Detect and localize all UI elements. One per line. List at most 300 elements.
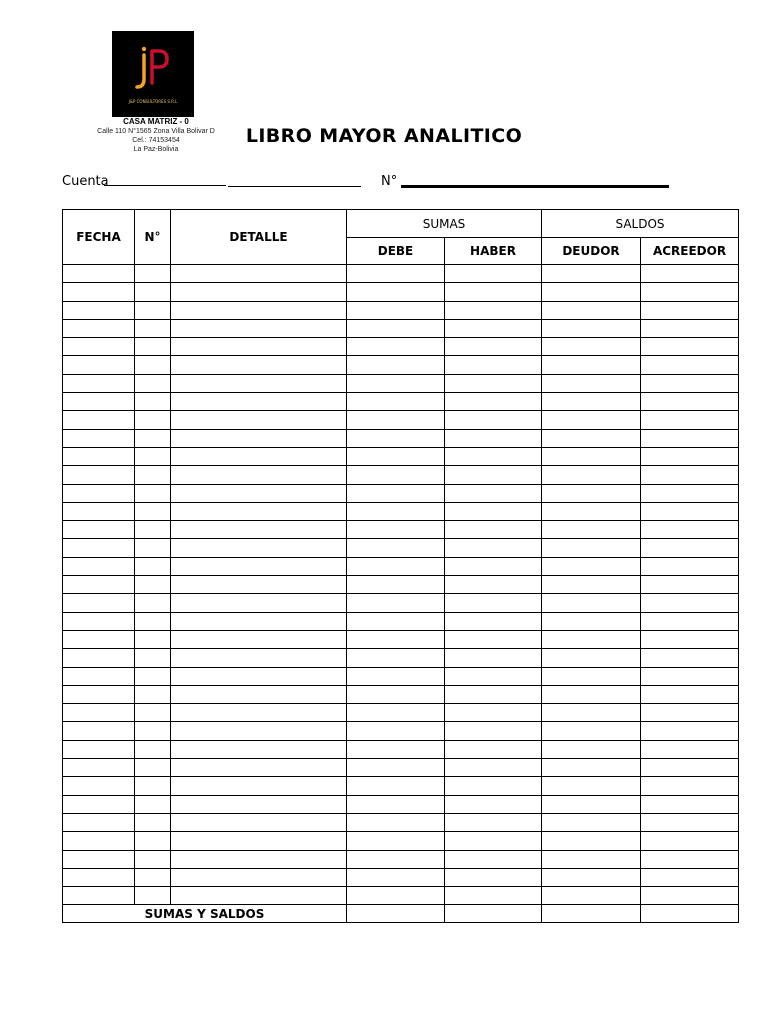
deudor-cell[interactable] [542, 685, 641, 703]
numero-cell[interactable] [135, 265, 171, 283]
debe-cell[interactable] [347, 429, 445, 447]
deudor-cell[interactable] [542, 374, 641, 392]
table-row [63, 539, 739, 557]
fecha-cell[interactable] [63, 429, 135, 447]
fecha-cell[interactable] [63, 649, 135, 667]
haber-cell[interactable] [445, 484, 542, 502]
fecha-cell[interactable] [63, 539, 135, 557]
acreedor-cell[interactable] [641, 777, 739, 795]
haber-cell[interactable] [445, 374, 542, 392]
detalle-cell[interactable] [171, 740, 347, 758]
haber-cell[interactable] [445, 850, 542, 868]
cuenta-underline-short [104, 185, 226, 186]
numero-cell[interactable] [135, 283, 171, 301]
haber-cell[interactable] [445, 594, 542, 612]
header-saldos: SALDOS [542, 210, 739, 238]
company-city: La Paz-Bolivia [133, 146, 179, 153]
acreedor-cell[interactable] [641, 283, 739, 301]
haber-cell[interactable] [445, 301, 542, 319]
acreedor-cell[interactable] [641, 502, 739, 520]
table-row [63, 649, 739, 667]
debe-cell[interactable] [347, 265, 445, 283]
table-row [63, 868, 739, 886]
fecha-cell[interactable] [63, 265, 135, 283]
numero-cell[interactable] [135, 649, 171, 667]
acreedor-cell[interactable] [641, 411, 739, 429]
acreedor-cell[interactable] [641, 813, 739, 831]
debe-cell[interactable] [347, 557, 445, 575]
detalle-cell[interactable] [171, 887, 347, 905]
acreedor-cell[interactable] [641, 887, 739, 905]
numero-cell[interactable] [135, 301, 171, 319]
haber-cell[interactable] [445, 319, 542, 337]
numero-cell[interactable] [135, 429, 171, 447]
deudor-cell[interactable] [542, 521, 641, 539]
detalle-cell[interactable] [171, 411, 347, 429]
acreedor-cell[interactable] [641, 265, 739, 283]
detalle-cell[interactable] [171, 265, 347, 283]
table-row [63, 667, 739, 685]
table-row [63, 502, 739, 520]
debe-cell[interactable] [347, 667, 445, 685]
haber-cell[interactable] [445, 612, 542, 630]
table-row [63, 685, 739, 703]
table-row [63, 704, 739, 722]
table-row [63, 338, 739, 356]
header-detalle: DETALLE [171, 210, 347, 265]
deudor-cell[interactable] [542, 868, 641, 886]
haber-cell[interactable] [445, 265, 542, 283]
deudor-cell[interactable] [542, 795, 641, 813]
deudor-cell[interactable] [542, 850, 641, 868]
table-row [63, 557, 739, 575]
fecha-cell[interactable] [63, 832, 135, 850]
table-row [63, 630, 739, 648]
fecha-cell[interactable] [63, 685, 135, 703]
debe-cell[interactable] [347, 521, 445, 539]
numero-cell[interactable] [135, 685, 171, 703]
numero-cell[interactable] [135, 777, 171, 795]
detalle-cell[interactable] [171, 667, 347, 685]
fecha-cell[interactable] [63, 594, 135, 612]
detalle-cell[interactable] [171, 594, 347, 612]
haber-cell[interactable] [445, 502, 542, 520]
acreedor-cell[interactable] [641, 795, 739, 813]
haber-cell[interactable] [445, 704, 542, 722]
debe-cell[interactable] [347, 594, 445, 612]
deudor-cell[interactable] [542, 704, 641, 722]
haber-cell[interactable] [445, 795, 542, 813]
acreedor-cell[interactable] [641, 649, 739, 667]
deudor-cell[interactable] [542, 649, 641, 667]
deudor-cell[interactable] [542, 667, 641, 685]
fecha-cell[interactable] [63, 283, 135, 301]
fecha-cell[interactable] [63, 393, 135, 411]
total-debe-cell[interactable] [347, 905, 445, 923]
detalle-cell[interactable] [171, 283, 347, 301]
fecha-cell[interactable] [63, 466, 135, 484]
table-row [63, 612, 739, 630]
fecha-cell[interactable] [63, 704, 135, 722]
debe-cell[interactable] [347, 411, 445, 429]
table-row [63, 319, 739, 337]
acreedor-cell[interactable] [641, 429, 739, 447]
debe-cell[interactable] [347, 539, 445, 557]
table-row [63, 722, 739, 740]
cuenta-label: Cuenta [62, 174, 109, 189]
table-row [63, 283, 739, 301]
detalle-cell[interactable] [171, 466, 347, 484]
numero-cell[interactable] [135, 356, 171, 374]
debe-cell[interactable] [347, 704, 445, 722]
numero-label: N° [381, 174, 398, 189]
acreedor-cell[interactable] [641, 338, 739, 356]
detalle-cell[interactable] [171, 338, 347, 356]
haber-cell[interactable] [445, 447, 542, 465]
haber-cell[interactable] [445, 557, 542, 575]
deudor-cell[interactable] [542, 393, 641, 411]
header-sumas: SUMAS [347, 210, 542, 238]
debe-cell[interactable] [347, 356, 445, 374]
deudor-cell[interactable] [542, 484, 641, 502]
acreedor-cell[interactable] [641, 539, 739, 557]
debe-cell[interactable] [347, 393, 445, 411]
acreedor-cell[interactable] [641, 759, 739, 777]
jp-monogram-icon [112, 31, 194, 101]
table-row [63, 429, 739, 447]
numero-cell[interactable] [135, 630, 171, 648]
numero-cell[interactable] [135, 374, 171, 392]
detalle-cell[interactable] [171, 630, 347, 648]
acreedor-cell[interactable] [641, 319, 739, 337]
haber-cell[interactable] [445, 777, 542, 795]
fecha-cell[interactable] [63, 576, 135, 594]
table-row [63, 447, 739, 465]
debe-cell[interactable] [347, 832, 445, 850]
debe-cell[interactable] [347, 612, 445, 630]
table-row [63, 301, 739, 319]
deudor-cell[interactable] [542, 594, 641, 612]
debe-cell[interactable] [347, 685, 445, 703]
numero-cell[interactable] [135, 539, 171, 557]
acreedor-cell[interactable] [641, 557, 739, 575]
acreedor-cell[interactable] [641, 667, 739, 685]
fecha-cell[interactable] [63, 612, 135, 630]
numero-cell[interactable] [135, 393, 171, 411]
acreedor-cell[interactable] [641, 576, 739, 594]
debe-cell[interactable] [347, 484, 445, 502]
branch-name: CASA MATRIZ - 0 [123, 117, 189, 126]
acreedor-cell[interactable] [641, 685, 739, 703]
debe-cell[interactable] [347, 301, 445, 319]
numero-cell[interactable] [135, 667, 171, 685]
table-row [63, 887, 739, 905]
fecha-cell[interactable] [63, 374, 135, 392]
total-deudor-cell[interactable] [542, 905, 641, 923]
detalle-cell[interactable] [171, 813, 347, 831]
numero-cell[interactable] [135, 887, 171, 905]
debe-cell[interactable] [347, 319, 445, 337]
detalle-cell[interactable] [171, 447, 347, 465]
fecha-cell[interactable] [63, 356, 135, 374]
fecha-cell[interactable] [63, 502, 135, 520]
fecha-cell[interactable] [63, 813, 135, 831]
haber-cell[interactable] [445, 466, 542, 484]
fecha-cell[interactable] [63, 521, 135, 539]
detalle-cell[interactable] [171, 850, 347, 868]
detalle-cell[interactable] [171, 868, 347, 886]
acreedor-cell[interactable] [641, 447, 739, 465]
haber-cell[interactable] [445, 759, 542, 777]
table-row [63, 832, 739, 850]
numero-cell[interactable] [135, 813, 171, 831]
deudor-cell[interactable] [542, 319, 641, 337]
haber-cell[interactable] [445, 283, 542, 301]
deudor-cell[interactable] [542, 301, 641, 319]
table-row [63, 356, 739, 374]
table-row [63, 484, 739, 502]
table-row [63, 777, 739, 795]
haber-cell[interactable] [445, 667, 542, 685]
debe-cell[interactable] [347, 447, 445, 465]
fecha-cell[interactable] [63, 868, 135, 886]
deudor-cell[interactable] [542, 777, 641, 795]
fecha-cell[interactable] [63, 338, 135, 356]
detalle-cell[interactable] [171, 393, 347, 411]
detalle-cell[interactable] [171, 374, 347, 392]
deudor-cell[interactable] [542, 265, 641, 283]
acreedor-cell[interactable] [641, 301, 739, 319]
haber-cell[interactable] [445, 576, 542, 594]
deudor-cell[interactable] [542, 338, 641, 356]
numero-cell[interactable] [135, 411, 171, 429]
acreedor-cell[interactable] [641, 832, 739, 850]
numero-cell[interactable] [135, 795, 171, 813]
debe-cell[interactable] [347, 740, 445, 758]
debe-cell[interactable] [347, 649, 445, 667]
acreedor-cell[interactable] [641, 740, 739, 758]
acreedor-cell[interactable] [641, 850, 739, 868]
detalle-cell[interactable] [171, 319, 347, 337]
haber-cell[interactable] [445, 338, 542, 356]
debe-cell[interactable] [347, 887, 445, 905]
haber-cell[interactable] [445, 832, 542, 850]
numero-cell[interactable] [135, 576, 171, 594]
numero-cell[interactable] [135, 521, 171, 539]
deudor-cell[interactable] [542, 466, 641, 484]
header-acreedor: ACREEDOR [641, 238, 739, 265]
haber-cell[interactable] [445, 429, 542, 447]
table-row [63, 466, 739, 484]
fecha-cell[interactable] [63, 667, 135, 685]
total-acreedor-cell[interactable] [641, 905, 739, 923]
company-phone: Cel.: 74153454 [132, 137, 180, 144]
deudor-cell[interactable] [542, 722, 641, 740]
table-row [63, 795, 739, 813]
fecha-cell[interactable] [63, 887, 135, 905]
deudor-cell[interactable] [542, 502, 641, 520]
debe-cell[interactable] [347, 722, 445, 740]
deudor-cell[interactable] [542, 283, 641, 301]
numero-cell[interactable] [135, 722, 171, 740]
table-row [63, 576, 739, 594]
numero-cell[interactable] [135, 740, 171, 758]
deudor-cell[interactable] [542, 539, 641, 557]
detalle-cell[interactable] [171, 557, 347, 575]
numero-cell[interactable] [135, 612, 171, 630]
fecha-cell[interactable] [63, 795, 135, 813]
detalle-cell[interactable] [171, 685, 347, 703]
debe-cell[interactable] [347, 576, 445, 594]
debe-cell[interactable] [347, 283, 445, 301]
acreedor-cell[interactable] [641, 868, 739, 886]
acreedor-cell[interactable] [641, 704, 739, 722]
fecha-cell[interactable] [63, 630, 135, 648]
acreedor-cell[interactable] [641, 594, 739, 612]
debe-cell[interactable] [347, 868, 445, 886]
detalle-cell[interactable] [171, 832, 347, 850]
fecha-cell[interactable] [63, 447, 135, 465]
total-haber-cell[interactable] [445, 905, 542, 923]
table-row [63, 850, 739, 868]
fecha-cell[interactable] [63, 411, 135, 429]
deudor-cell[interactable] [542, 557, 641, 575]
haber-cell[interactable] [445, 411, 542, 429]
fecha-cell[interactable] [63, 850, 135, 868]
document-title: LIBRO MAYOR ANALITICO [245, 125, 523, 147]
detalle-cell[interactable] [171, 722, 347, 740]
numero-cell[interactable] [135, 502, 171, 520]
acreedor-cell[interactable] [641, 722, 739, 740]
numero-cell[interactable] [135, 594, 171, 612]
debe-cell[interactable] [347, 759, 445, 777]
acreedor-cell[interactable] [641, 374, 739, 392]
deudor-cell[interactable] [542, 813, 641, 831]
haber-cell[interactable] [445, 393, 542, 411]
numero-cell[interactable] [135, 832, 171, 850]
haber-cell[interactable] [445, 868, 542, 886]
deudor-cell[interactable] [542, 832, 641, 850]
haber-cell[interactable] [445, 539, 542, 557]
haber-cell[interactable] [445, 630, 542, 648]
header-numero: N° [135, 210, 171, 265]
ledger-body [63, 265, 739, 905]
haber-cell[interactable] [445, 685, 542, 703]
detalle-cell[interactable] [171, 301, 347, 319]
debe-cell[interactable] [347, 795, 445, 813]
detalle-cell[interactable] [171, 356, 347, 374]
fecha-cell[interactable] [63, 484, 135, 502]
acreedor-cell[interactable] [641, 356, 739, 374]
haber-cell[interactable] [445, 521, 542, 539]
detalle-cell[interactable] [171, 704, 347, 722]
numero-cell[interactable] [135, 466, 171, 484]
detalle-cell[interactable] [171, 539, 347, 557]
haber-cell[interactable] [445, 887, 542, 905]
acreedor-cell[interactable] [641, 466, 739, 484]
cuenta-underline-long [228, 186, 361, 187]
totals-label: SUMAS Y SALDOS [63, 905, 347, 923]
deudor-cell[interactable] [542, 576, 641, 594]
fecha-cell[interactable] [63, 722, 135, 740]
fecha-cell[interactable] [63, 301, 135, 319]
haber-cell[interactable] [445, 813, 542, 831]
detalle-cell[interactable] [171, 777, 347, 795]
detalle-cell[interactable] [171, 612, 347, 630]
detalle-cell[interactable] [171, 521, 347, 539]
debe-cell[interactable] [347, 777, 445, 795]
deudor-cell[interactable] [542, 411, 641, 429]
haber-cell[interactable] [445, 356, 542, 374]
numero-cell[interactable] [135, 759, 171, 777]
detalle-cell[interactable] [171, 759, 347, 777]
numero-cell[interactable] [135, 484, 171, 502]
deudor-cell[interactable] [542, 759, 641, 777]
numero-cell[interactable] [135, 319, 171, 337]
debe-cell[interactable] [347, 850, 445, 868]
deudor-cell[interactable] [542, 612, 641, 630]
debe-cell[interactable] [347, 338, 445, 356]
deudor-cell[interactable] [542, 887, 641, 905]
acreedor-cell[interactable] [641, 612, 739, 630]
detalle-cell[interactable] [171, 576, 347, 594]
numero-cell[interactable] [135, 338, 171, 356]
numero-cell[interactable] [135, 557, 171, 575]
deudor-cell[interactable] [542, 356, 641, 374]
table-row [63, 411, 739, 429]
deudor-cell[interactable] [542, 429, 641, 447]
table-row [63, 374, 739, 392]
haber-cell[interactable] [445, 722, 542, 740]
acreedor-cell[interactable] [641, 393, 739, 411]
detalle-cell[interactable] [171, 484, 347, 502]
detalle-cell[interactable] [171, 429, 347, 447]
deudor-cell[interactable] [542, 447, 641, 465]
numero-cell[interactable] [135, 447, 171, 465]
acreedor-cell[interactable] [641, 521, 739, 539]
detalle-cell[interactable] [171, 795, 347, 813]
numero-cell[interactable] [135, 704, 171, 722]
numero-cell[interactable] [135, 868, 171, 886]
fecha-cell[interactable] [63, 319, 135, 337]
debe-cell[interactable] [347, 630, 445, 648]
debe-cell[interactable] [347, 466, 445, 484]
acreedor-cell[interactable] [641, 630, 739, 648]
fecha-cell[interactable] [63, 557, 135, 575]
haber-cell[interactable] [445, 740, 542, 758]
detalle-cell[interactable] [171, 502, 347, 520]
table-row [63, 813, 739, 831]
company-info [90, 117, 222, 154]
debe-cell[interactable] [347, 502, 445, 520]
totals-row [63, 905, 739, 923]
debe-cell[interactable] [347, 813, 445, 831]
table-row [63, 265, 739, 283]
deudor-cell[interactable] [542, 630, 641, 648]
debe-cell[interactable] [347, 374, 445, 392]
numero-cell[interactable] [135, 850, 171, 868]
detalle-cell[interactable] [171, 649, 347, 667]
fecha-cell[interactable] [63, 740, 135, 758]
fecha-cell[interactable] [63, 777, 135, 795]
haber-cell[interactable] [445, 649, 542, 667]
acreedor-cell[interactable] [641, 484, 739, 502]
header-deudor: DEUDOR [542, 238, 641, 265]
header-haber: HABER [445, 238, 542, 265]
deudor-cell[interactable] [542, 740, 641, 758]
logo-brand-text: J&P CONSULTORES S.R.L [128, 99, 178, 104]
fecha-cell[interactable] [63, 759, 135, 777]
